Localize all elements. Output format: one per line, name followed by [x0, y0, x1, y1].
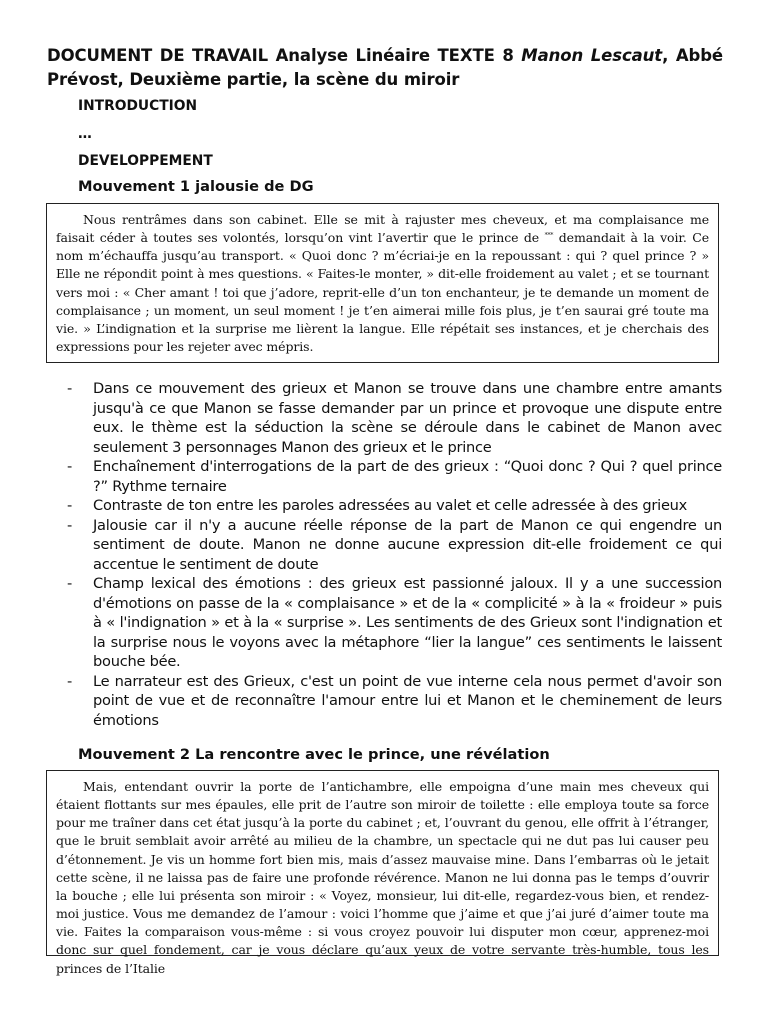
quote-box-1 [46, 203, 719, 363]
bullet-dash: - [67, 672, 73, 690]
bullet-text: Enchaînement d'interrogations de la part de des grieux : “Quoi donc ? Qui ? quel prince ?” Rythme ternaire [93, 458, 722, 495]
list-item [60, 672, 722, 731]
quote2-text: Mais, entendant ouvrir la porte de l’antichambre, elle empoigna d’une main mes cheveux qui étaient flottants sur mes épaules, elle prit de l’autre son miroir de toilette : elle employa toute sa force pour me traîner dans cet état jusqu’à la porte du cabinet ; et, l’ouvrant du genou, elle offrit à l’étranger, que le bruit semblait avoir arrêté au milieu de la chambre, un spectacle qui ne dut pas lui causer peu d’étonnement. Je vis un homme fort bien mis, mais d’assez mauvaise mine. Dans l’embarras où le jetait cette scène, il ne laissa pas de faire une profonde révérence. Manon ne lui donna pas le temps d’ouvrir la bouche ; elle lui présenta son miroir : « Voyez, monsieur, lui dit-elle, regardez-vous bien, et rendez-moi justice. Vous me demandez de l’amour : voici l’homme que j’aime et que j’ai juré d’aimer toute ma vie. Faites la comparaison vous-même : si vous croyez pouvoir lui disputer mon cœur, apprenez-moi donc sur quel fondement, car je vous déclare qu’aux yeux de votre servante très-humble, tous les princes de l’Italie [56, 779, 709, 976]
bullet-dash: - [67, 575, 73, 592]
bullet-text: Champ lexical des émotions : des grieux est passionné jaloux. Il y a une succession d'émotions on passe de la « complaisance » et de la « complicité » à la « froideur » puis à « l'indignation » et à la « surprise ». Les sentiments de des Grieux sont l'indignation et la surprise nous le voyons avec la métaphore “lier la langue” ces sentiments le laissent bouche bée. [93, 575, 722, 670]
heading-developpement: DEVELOPPEMENT [78, 153, 213, 169]
bullet-dash: - [67, 380, 73, 397]
quote1-text-a: Nous rentrâmes dans son cabinet. Elle se mit à rajuster mes cheveux, et ma complaisance me faisait céder à toutes ses volontés, lorsqu’on vint l’avertir que le prince de [56, 212, 709, 246]
bullet-text: Jalousie car il n'y a aucune réelle réponse de la part de Manon ce qui engendre un sentiment de doute. Manon ne donne aucune expression dit-elle froidement ce qui accentue le sentiment de doute [93, 516, 722, 573]
list-item [60, 516, 722, 575]
quote1-asterisks: *** [544, 232, 554, 239]
list-item [60, 457, 722, 496]
list-item [60, 379, 722, 457]
bullet-dash: - [67, 458, 73, 475]
title-work-name: Manon Lescaut [521, 46, 663, 65]
bullet-text: Contraste de ton entre les paroles adressées au valet et celle adressée à des grieux [93, 497, 688, 514]
list-item [60, 496, 722, 516]
heading-introduction: INTRODUCTION [78, 98, 198, 114]
heading-mouvement-2: Mouvement 2 La rencontre avec le prince, une révélation [78, 746, 550, 763]
document-title [47, 44, 723, 92]
analysis-bullet-list [60, 379, 722, 730]
bullet-dash: - [67, 497, 73, 514]
bullet-text: Dans ce mouvement des grieux et Manon se trouve dans une chambre entre amants jusqu'à ce que Manon se fasse demander par un prince et provoque une dispute entre eux. le thème est la séduction la scène se déroule dans le cabinet de Manon avec seulement 3 personnages Manon des grieux et le prince [93, 380, 722, 456]
title-part-2: , Abbé Prévost, Deuxième partie, la scène du miroir [47, 46, 723, 89]
heading-ellipsis: … [78, 126, 92, 142]
quote1-text-b: demandait à la voir. Ce nom m’échauffa jusqu’au transport. « Quoi donc ? m’écriai-je en la repoussant : qui ? quel prince ? » Elle ne répondit point à mes questions. « Faites-le monter, » dit-elle froidement au valet ; et se tournant vers moi : « Cher amant ! toi que j’adore, reprit-elle d’un ton enchanteur, je te demande un moment de complaisance ; un moment, un seul moment ! je t’en aimerai mille fois plus, je t’en saurai gré toute ma vie. » L’indignation et la surprise me lièrent la langue. Elle répétait ses instances, et je cherchais des expressions pour les rejeter avec mépris. [56, 230, 709, 355]
heading-mouvement-1: Mouvement 1 jalousie de DG [78, 178, 314, 195]
title-part-1: DOCUMENT DE TRAVAIL Analyse Linéaire TEXTE 8 [47, 46, 522, 65]
bullet-dash: - [67, 516, 73, 534]
quote-box-2 [46, 770, 719, 976]
bullet-text: Le narrateur est des Grieux, c'est un point de vue interne cela nous permet d'avoir son point de vue et de reconnaître l'amour entre lui et Manon et le cheminement de leurs émotions [93, 672, 722, 729]
list-item [60, 574, 722, 672]
